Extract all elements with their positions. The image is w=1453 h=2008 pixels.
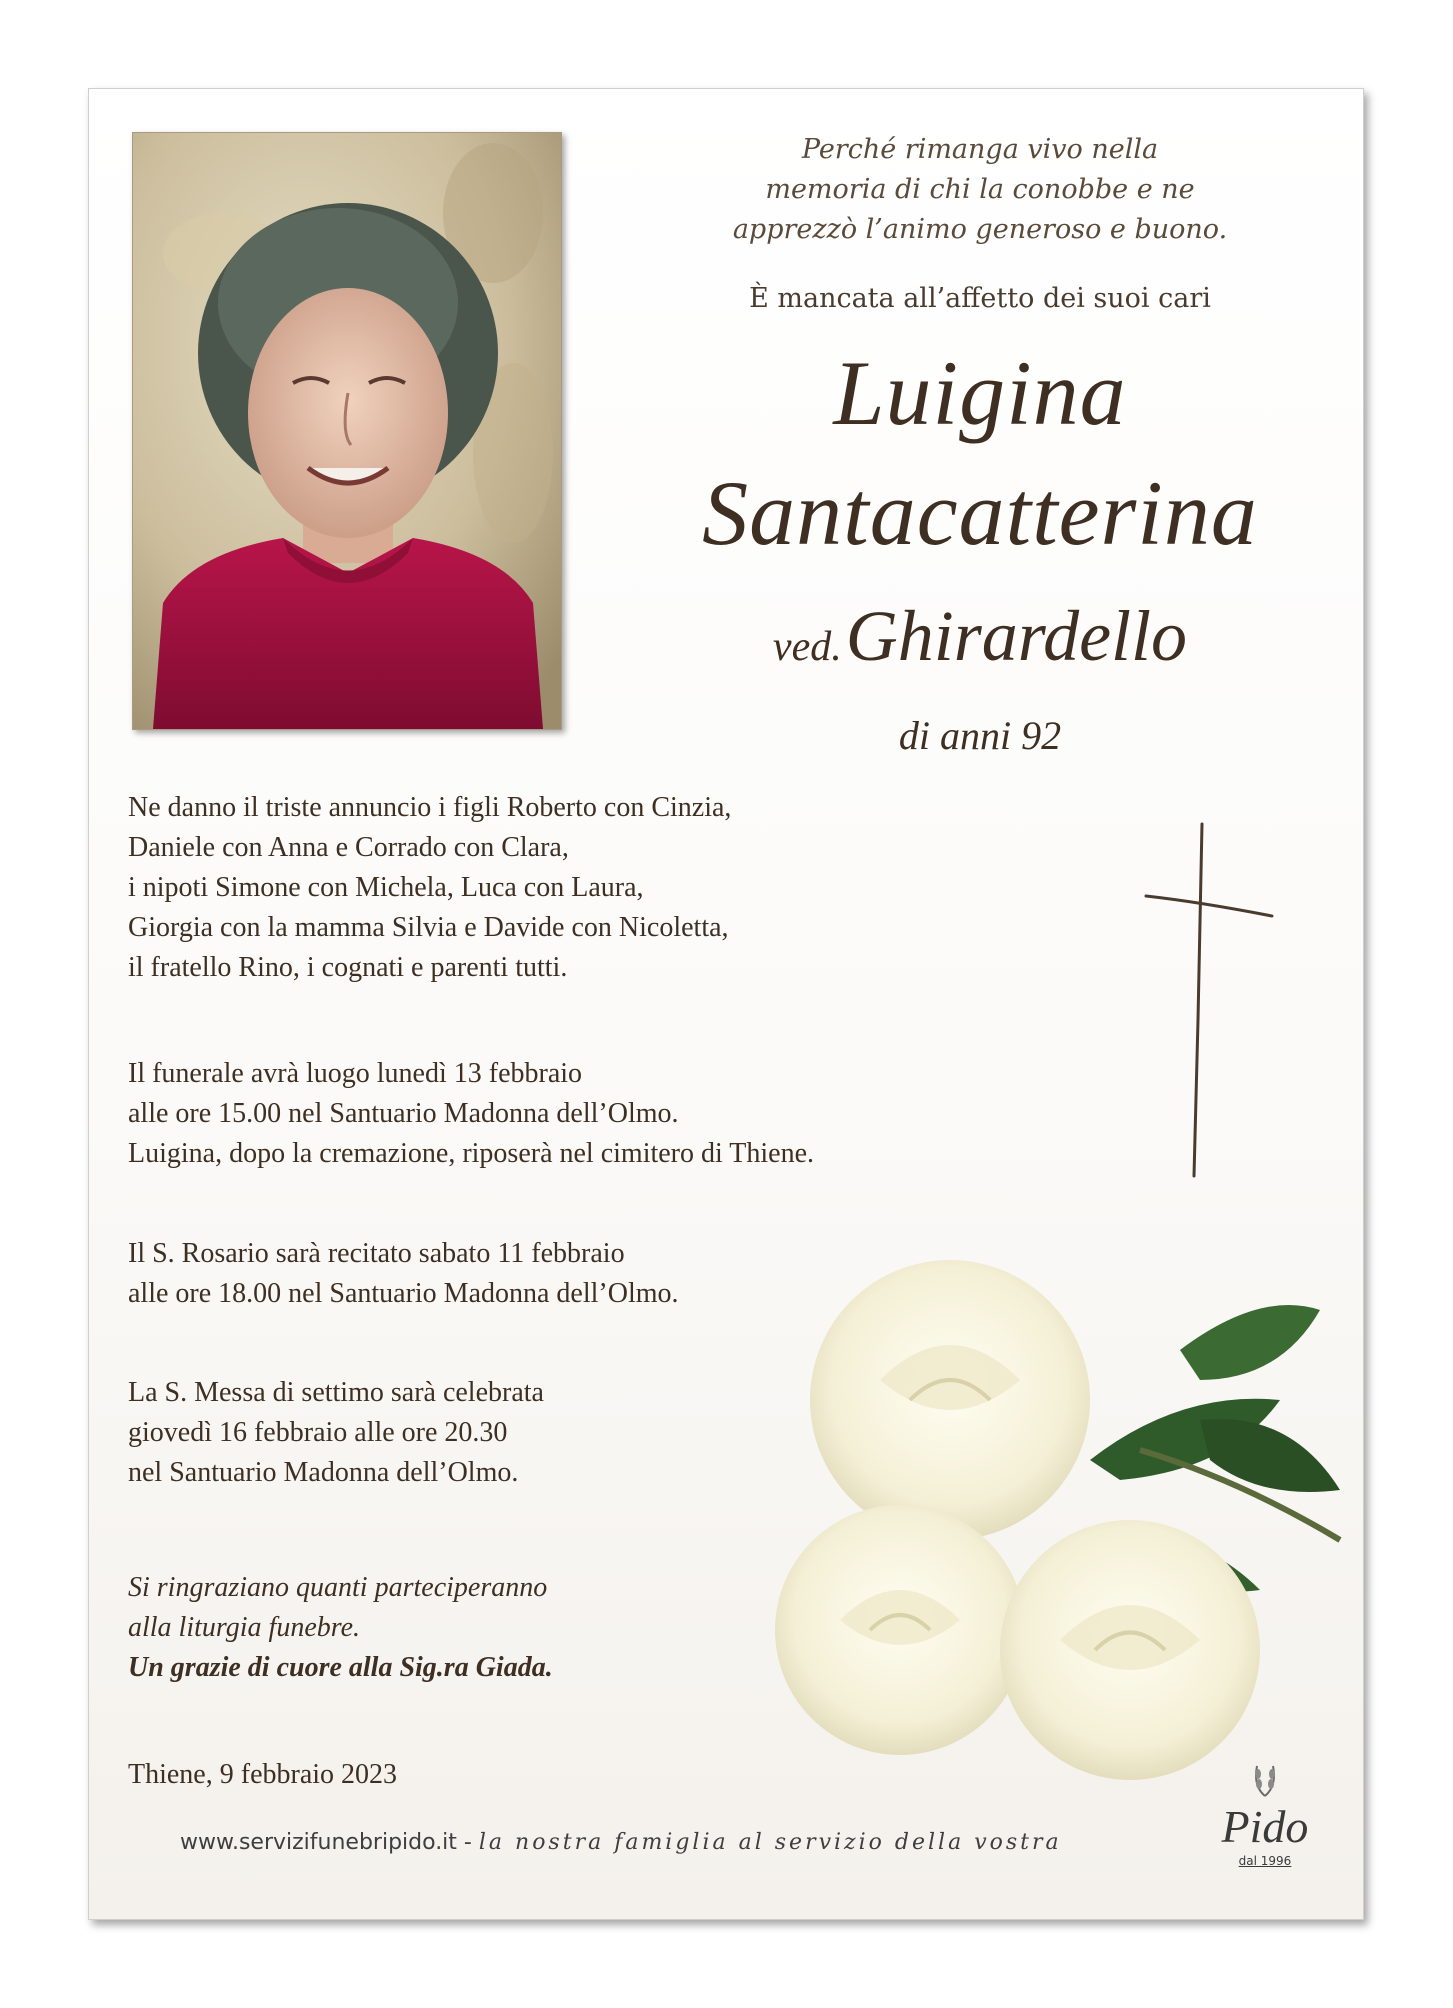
funeral-line: Il funerale avrà luogo lunedì 13 febbraio	[128, 1058, 583, 1089]
rosary-line: Il S. Rosario sarà recitato sabato 11 febbraio	[128, 1238, 625, 1269]
epigraph	[700, 130, 1260, 250]
widow-prefix: ved.	[772, 624, 842, 670]
announcement-paragraph	[128, 788, 1128, 988]
epigraph-line: memoria di chi la conobbe e ne	[765, 174, 1195, 205]
married-surname: Ghirardello	[845, 596, 1188, 676]
laurel-icon	[1245, 1760, 1285, 1800]
announcement-line: i nipoti Simone con Michela, Luca con Laura,	[128, 872, 644, 903]
funeral-line: Luigina, dopo la cremazione, riposerà nel cimitero di Thiene.	[128, 1138, 815, 1169]
married-name	[600, 595, 1360, 678]
portrait-illustration	[133, 133, 561, 729]
intro-text: È mancata all’affetto dei suoi cari	[749, 283, 1211, 314]
age: di anni 92	[898, 713, 1062, 758]
announcement-line: il fratello Rino, i cognati e parenti tutti.	[128, 952, 568, 983]
brand-name: Pido	[1221, 1801, 1309, 1852]
mass-line: nel Santuario Madonna dell’Olmo.	[128, 1457, 519, 1488]
website-link[interactable]: www.servizifunebripido.it	[180, 1830, 457, 1855]
thanks-line: alla liturgia funebre.	[128, 1612, 361, 1643]
cross-icon	[1140, 820, 1280, 1180]
epigraph-line: Perché rimanga vivo nella	[801, 134, 1159, 165]
announcement-line: Giorgia con la mamma Silvia e Davide con Nicoletta,	[128, 912, 729, 943]
mass-line: La S. Messa di settimo sarà celebrata	[128, 1377, 544, 1408]
portrait-photo	[132, 132, 562, 730]
footer-separator: -	[456, 1830, 479, 1855]
epigraph-line: apprezzò l’animo generoso e buono.	[732, 214, 1228, 245]
brand-logo	[1200, 1760, 1330, 1869]
announcement-line: Ne danno il triste annuncio i figli Roberto con Cinzia,	[128, 792, 732, 823]
thanks-line-bold: Un grazie di cuore alla Sig.ra Giada.	[128, 1652, 553, 1683]
rosary-line: alle ore 18.00 nel Santuario Madonna dell’Olmo.	[128, 1278, 679, 1309]
slogan: la nostra famiglia al servizio della vostra	[478, 1830, 1062, 1855]
announcement-line: Daniele con Anna e Corrado con Clara,	[128, 832, 569, 863]
mass-line: giovedì 16 febbraio alle ore 20.30	[128, 1417, 508, 1448]
brand-since: dal 1996	[1238, 1854, 1292, 1868]
roses-illustration	[760, 1230, 1360, 1790]
footer	[180, 1830, 1062, 1855]
first-name: Luigina	[833, 342, 1127, 444]
place-date: Thiene, 9 febbraio 2023	[128, 1759, 398, 1790]
funeral-line: alle ore 15.00 nel Santuario Madonna dell’Olmo.	[128, 1098, 679, 1129]
thanks-line: Si ringraziano quanti parteciperanno	[128, 1572, 548, 1603]
last-name: Santacatterina	[702, 462, 1258, 564]
funeral-paragraph	[128, 1054, 1128, 1174]
